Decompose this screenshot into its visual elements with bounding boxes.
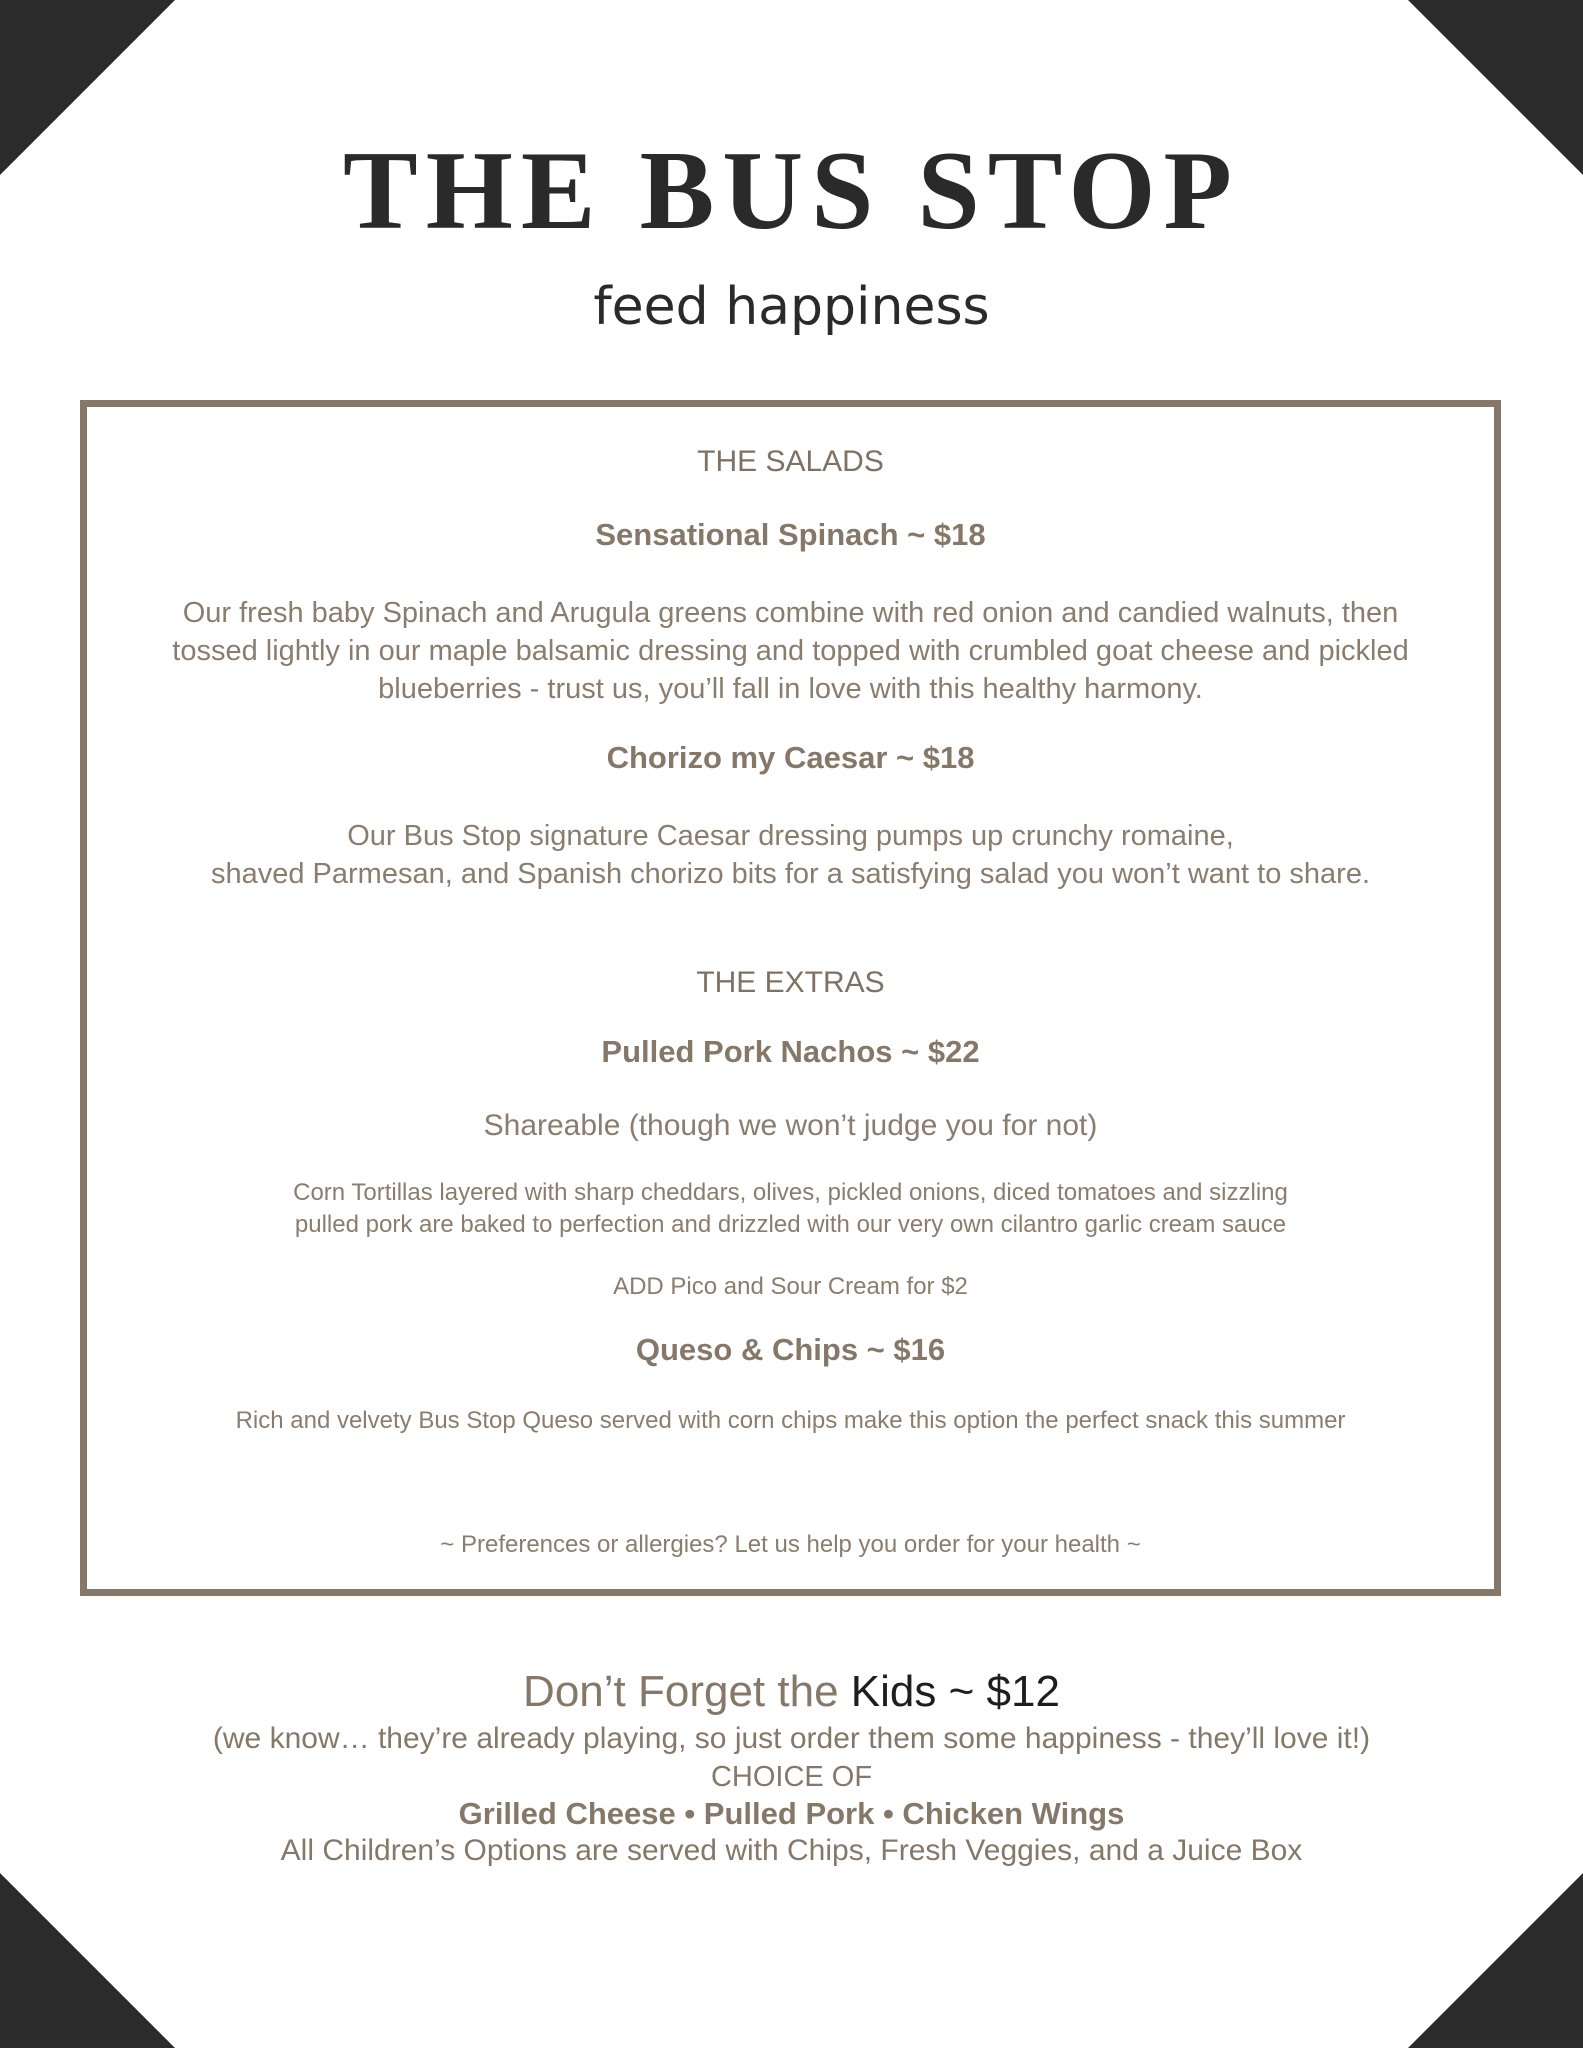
- kids-options: Grilled Cheese • Pulled Pork • Chicken Wings: [458, 1796, 1125, 1831]
- corner-decoration-bottom-right: [1408, 1873, 1583, 2048]
- kids-title-start: Don’t Forget the: [523, 1667, 839, 1716]
- desc-line: Corn Tortillas layered with sharp cheddars, olives, pickled onions, diced tomatoes and sizzling: [293, 1179, 1288, 1206]
- menu-header: [0, 129, 1583, 337]
- desc-line: shaved Parmesan, and Spanish chorizo bits for a satisfying salad you won’t want to share.: [210, 858, 1371, 890]
- kids-sides: All Children’s Options are served with Chips, Fresh Veggies, and a Juice Box: [280, 1834, 1303, 1867]
- kids-title: [0, 1667, 1583, 1716]
- item-desc-chorizo-caesar: [87, 817, 1494, 893]
- item-addon-pulled-pork-nachos: ADD Pico and Sour Cream for $2: [613, 1273, 968, 1300]
- section-title-extras: THE EXTRAS: [696, 966, 885, 999]
- section-title-salads: THE SALADS: [697, 445, 884, 478]
- desc-line: Our fresh baby Spinach and Arugula greens combine with red onion and candied walnuts, then: [182, 597, 1399, 629]
- corner-decoration-bottom-left: [0, 1873, 175, 2048]
- desc-line: pulled pork are baked to perfection and drizzled with our very own cilantro garlic cream sauce: [294, 1211, 1287, 1238]
- tagline: feed happiness: [593, 277, 990, 337]
- menu-box: [80, 400, 1501, 1596]
- desc-line: tossed lightly in our maple balsamic dressing and topped with crumbled goat cheese and pickled: [172, 635, 1409, 667]
- desc-line: blueberries - trust us, you’ll fall in love with this healthy harmony.: [378, 673, 1203, 705]
- item-desc-sensational-spinach: [87, 594, 1494, 708]
- desc-line: Our Bus Stop signature Caesar dressing pumps up crunchy romaine,: [347, 820, 1234, 852]
- kids-choice-label: CHOICE OF: [710, 1761, 873, 1793]
- item-name-chorizo-caesar: Chorizo my Caesar ~ $18: [606, 740, 975, 775]
- kids-title-price: ~ $12: [948, 1667, 1060, 1716]
- allergy-note: ~ Preferences or allergies? Let us help you order for your health ~: [440, 1531, 1141, 1558]
- restaurant-name: THE BUS STOP: [343, 129, 1240, 253]
- item-desc-queso-chips: Rich and velvety Bus Stop Queso served with corn chips make this option the perfect snack this summer: [235, 1407, 1346, 1434]
- kids-title-kids: Kids: [850, 1667, 937, 1716]
- item-name-pulled-pork-nachos: Pulled Pork Nachos ~ $22: [601, 1034, 980, 1069]
- item-name-queso-chips: Queso & Chips ~ $16: [635, 1332, 946, 1367]
- item-subtitle-pulled-pork-nachos: Shareable (though we won’t judge you for not): [483, 1109, 1098, 1142]
- item-desc-pulled-pork-nachos: [87, 1177, 1494, 1241]
- kids-note: (we know… they’re already playing, so just order them some happiness - they’ll love it!): [212, 1722, 1371, 1755]
- item-name-sensational-spinach: Sensational Spinach ~ $18: [595, 517, 986, 552]
